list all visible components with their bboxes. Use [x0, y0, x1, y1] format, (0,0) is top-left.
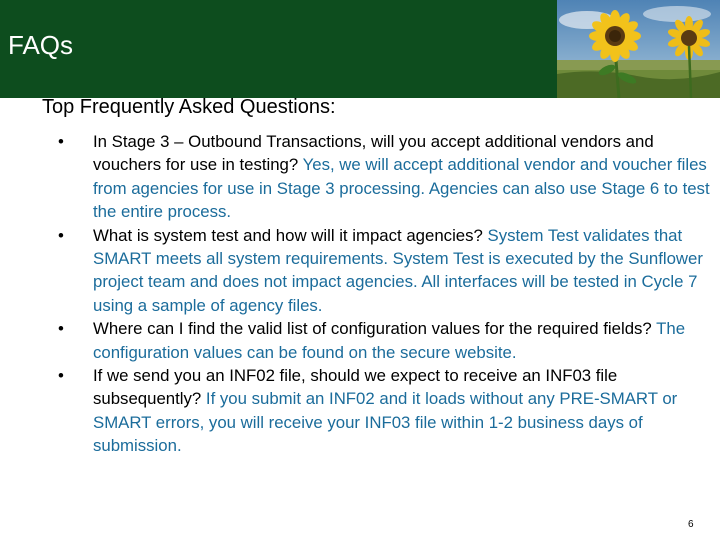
faq-question: What is system test and how will it impact agencies? — [93, 225, 483, 245]
faq-item — [56, 224, 716, 318]
bullet-icon: • — [58, 319, 64, 339]
faq-item — [56, 364, 716, 458]
section-heading: Top Frequently Asked Questions: — [42, 96, 336, 118]
faq-answer: If you submit an INF02 and it loads without any PRE-SMART or SMART errors, you will receive your INF03 file within 1-2 business days of submission. — [93, 389, 678, 456]
faq-question: If we send you an INF02 file, should we expect to receive an INF03 file subsequently? — [93, 366, 618, 409]
bullet-icon: • — [58, 225, 64, 245]
bullet-icon: • — [58, 132, 64, 151]
bullet-icon: • — [58, 366, 64, 386]
faq-item — [56, 130, 716, 224]
faq-answer: The configuration values can be found on the secure website. — [93, 319, 686, 362]
faq-answer: System Test validates that SMART meets all system requirements. System Test is executed by the Sunflower project team and does not impact agencies. All interfaces will be tested in Cycle 7 using a sample of agency files. — [93, 225, 703, 315]
faq-list — [56, 130, 716, 458]
faq-question: Where can I find the valid list of configuration values for the required fields? — [93, 319, 652, 339]
faq-item — [56, 317, 716, 364]
faq-answer: Yes, we will accept additional vendor and voucher files from agencies for use in Stage 3 processing. Agencies can also use Stage 6 to test the entire process. — [93, 155, 710, 222]
faq-question: In Stage 3 – Outbound Transactions, will you accept additional vendors and vouchers for use in testing? — [93, 132, 654, 175]
slide-title: FAQs — [8, 30, 74, 60]
page-number: 6 — [688, 519, 694, 530]
sunflower-field-image — [557, 0, 720, 98]
slide-header — [0, 0, 720, 98]
